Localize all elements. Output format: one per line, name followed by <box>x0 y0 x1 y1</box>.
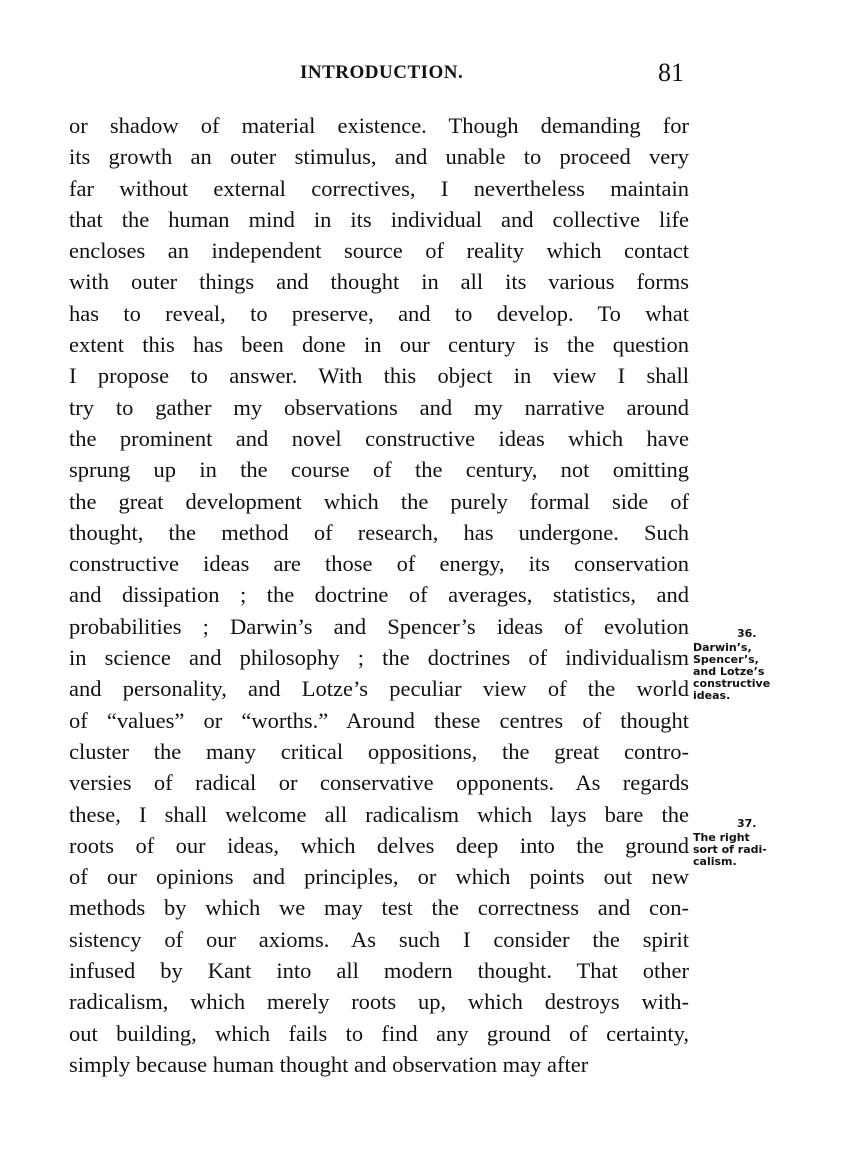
body-text <box>69 110 689 1080</box>
page-number: 81 <box>658 58 684 87</box>
text-line: I propose to answer. With this object in view I shall <box>69 363 689 389</box>
text-line: its growth an outer stimulus, and unable to proceed very <box>69 144 689 170</box>
text-line: infused by Kant into all modern thought. That other <box>69 958 689 984</box>
text-line: and dissipation ; the doctrine of averages, statistics, and <box>69 582 689 608</box>
text-line: probabilities ; Darwin’s and Spencer’s ideas of evolution <box>69 613 689 639</box>
text-line: roots of our ideas, which delves deep into the ground <box>69 832 689 858</box>
text-line: or shadow of material existence. Though demanding for <box>69 113 689 138</box>
margin-note-line: Spencer’s, <box>693 653 759 666</box>
margin-note-line: constructive <box>693 677 771 690</box>
text-line: encloses an independent source of reality which contact <box>69 238 689 264</box>
text-line: and personality, and Lotze’s peculiar view of the world <box>69 676 689 702</box>
text-line: far without external correctives, I nevertheless maintain <box>69 175 689 201</box>
text-line: radicalism, which merely roots up, which destroys with- <box>69 989 689 1015</box>
margin-note-37 <box>693 818 793 868</box>
text-line: try to gather my observations and my narrative around <box>69 394 689 420</box>
text-line: simply because human thought and observation may after <box>69 1051 589 1077</box>
margin-note-line: Darwin’s, <box>693 641 752 654</box>
margin-note-line: calism. <box>693 855 737 868</box>
margin-note-number: 36. <box>737 627 757 640</box>
text-line: sprung up in the course of the century, not omitting <box>69 457 689 483</box>
text-line: these, I shall welcome all radicalism which lays bare the <box>69 801 689 827</box>
text-line: sistency of our axioms. As such I consider the spirit <box>69 926 689 952</box>
text-line: versies of radical or conservative opponents. As regards <box>69 770 689 796</box>
text-line: the prominent and novel constructive ideas which have <box>69 425 689 451</box>
text-line: out building, which fails to find any ground of certainty, <box>69 1020 689 1046</box>
margin-note-line: and Lotze’s <box>693 665 765 678</box>
text-line: in science and philosophy ; the doctrines of individualism <box>69 645 689 671</box>
text-line: of “values” or “worths.” Around these centres of thought <box>69 707 689 733</box>
text-line: methods by which we may test the correctness and con- <box>69 895 689 921</box>
margin-note-36 <box>693 628 793 702</box>
margin-note-line: The right <box>693 831 750 844</box>
text-line: thought, the method of research, has undergone. Such <box>69 519 689 545</box>
margin-note-line: ideas. <box>693 689 731 702</box>
text-line: the great development which the purely formal side of <box>69 488 689 514</box>
text-line: extent this has been done in our century is the question <box>69 332 689 358</box>
text-line: has to reveal, to preserve, and to develop. To what <box>69 300 689 326</box>
text-line: with outer things and thought in all its various forms <box>69 269 689 295</box>
running-head-title: INTRODUCTION. <box>300 62 464 83</box>
text-line: cluster the many critical oppositions, the great contro- <box>69 738 689 764</box>
running-header <box>0 58 850 90</box>
text-line: of our opinions and principles, or which points out new <box>69 864 689 890</box>
text-line: that the human mind in its individual and collective life <box>69 206 689 232</box>
margin-note-number: 37. <box>737 817 757 830</box>
margin-note-line: sort of radi- <box>693 843 767 856</box>
text-line: constructive ideas are those of energy, its conservation <box>69 551 689 577</box>
